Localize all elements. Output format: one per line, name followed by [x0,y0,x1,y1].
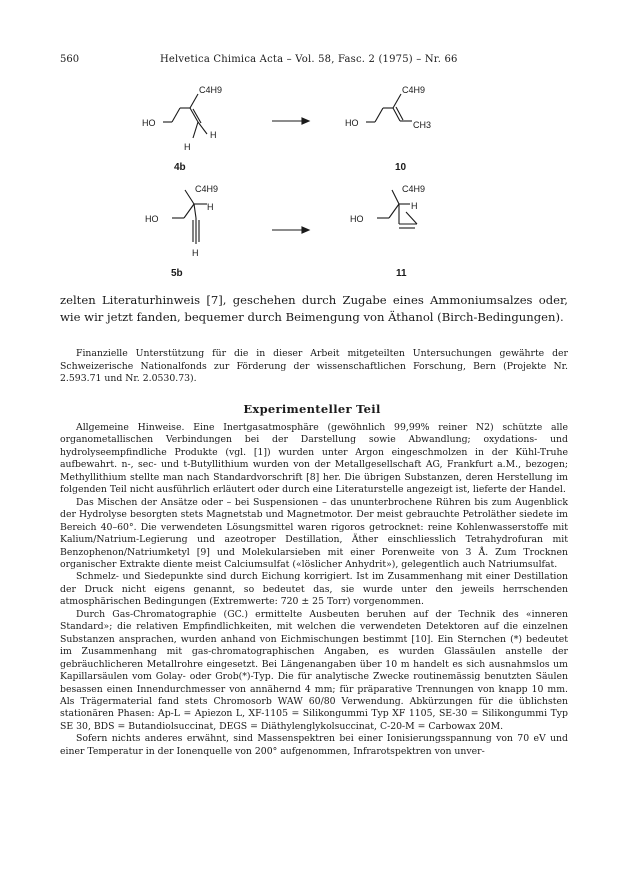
compound-label-5b: 5b [171,268,183,279]
compound-label-10: 10 [395,162,407,173]
ho-label: HO [345,118,359,128]
compound-label-4b: 4b [174,162,186,173]
h-label: H [411,201,418,211]
experimental-body [60,422,568,758]
c4h9-label: C4H9 [402,85,426,95]
reaction-scheme-svg [0,78,624,300]
structure-11 [350,184,425,228]
paragraph-mixing: Das Mischen der Ansätze oder – bei Suspensionen – das ununterbrochene Rühren bis zum Augenblick der Hydrolyse besorgten stets Magnetstab und Magnetmotor. Der meist gebrauchte Petroläther siedete im Bereich 40–60°. Die verwendeten Lösungsmittel waren rigoros getrocknet: reine Kohlenwasserstoffe mit Kalium/Natrium-Legierung und azeotroper Destillation, Äther einschliesslich Tetrahydrofuran mit Benzophenon/Natriumketyl [9] und Molekularsieben mit einer Porenweite von 3 Å. Zum Trocknen organischer Extrakte diente meist Calciumsulfat («löslicher Anhydrit»), gelegentlich auch Natriumsulfat. [60,496,568,570]
structure-10 [345,85,431,130]
acknowledgement: Finanzielle Unterstützung für die in dieser Arbeit mitgeteilten Untersuchungen gewährte der Schweizerische Nationalfonds zur Förderung der wissenschaftlichen Forschung, Bern (Projekte Nr. 2.593.71 und Nr. 2.0530.73). [60,348,568,385]
c4h9-label: C4H9 [199,85,223,95]
c4h9-label: C4H9 [195,184,219,194]
paragraph-gas-chromatography: Durch Gas-Chromatographie (GC.) ermittelte Ausbeuten beruhen auf der Technik des «inneren Standard»; die relativen Empfindlichkeiten, mit welchen die verwendeten Detektoren auf die einzelnen Substanzen ansprachen, wurden anhand von Eichmischungen bestimmt [10]. Ein Sternchen (*) bedeutet im Zusammenhang mit gas-chromatographischen Angaben, es wurden Glassäulen anstelle der gebräuchlicheren Metallrohre eingesetzt. Bei Längenangaben über 10 m handelt es sich ausnahmslos um Kapillarsäulen vom Golay- oder Grob(*)-Typ. Die für analytische Zwecke routinemässig benutzten Säulen besassen einen Innendurchmesser von annähernd 4 mm; für präparative Trennungen von knapp 10 mm. Als Trägermaterial fand stets Chromosorb WAW 60/80 Verwendung. Abkürzungen für die üblichsten stationären Phasen: Ap-L = Apiezon L, XF-1105 = Silikongummi Typ XF 1105, SE-30 = Silikongummi Typ SE 30, BDS = Butandiolsuccinat, DEGS = Diäthylenglykolsuccinat, C-20-M = Carbowax 20M. [60,608,568,732]
paragraph-melting-points: Schmelz- und Siedepunkte sind durch Eichung korrigiert. Ist im Zusammenhang mit einer Destillation der Druck nicht eigens genannt, so bedeutet das, sie wurde unter den jeweils herrschenden atmosphärischen Bedingungen (Extremwerte: 720 ± 25 Torr) vorgenommen. [60,571,568,608]
h-label: H [207,202,214,212]
ho-label: HO [145,214,159,224]
running-head: Helvetica Chimica Acta – Vol. 58, Fasc. 2 (1975) – Nr. 66 [160,54,458,65]
page-number: 560 [60,54,80,65]
h-label: H [184,142,191,152]
reaction-arrow [272,118,309,124]
compound-label-11: 11 [396,268,407,279]
paragraph-spectra: Sofern nichts anderes erwähnt, sind Massenspektren bei einer Ionisierungsspannung von 70 eV und einer Temperatur in der Ionenquelle von 200° aufgenommen, Infrarotspektren von unver- [60,733,568,757]
ch3-label: CH3 [413,120,432,130]
section-title: Experimenteller Teil [243,402,381,416]
main-paragraph: zelten Literaturhinweis [7], geschehen durch Zugabe eines Ammoniumsalzes oder, wie wir jetzt fanden, bequemer durch Beimengung von Äthanol (Birch-Bedingungen). [60,293,568,324]
ho-label: HO [350,214,364,224]
ho-label: HO [142,118,156,128]
structure-5b [145,184,218,258]
h-label: H [210,130,217,140]
page-header [60,54,570,68]
reaction-scheme [0,78,624,300]
c4h9-label: C4H9 [402,184,426,194]
h-label: H [192,248,199,258]
paragraph-general-remarks: Allgemeine Hinweise. Eine Inertgasatmosphäre (gewöhnlich 99,99% reiner N2) schützte alle organometallischen Verbindungen bei der Darstellung sowie Abwandlung; oxydations- und hydrolyseempfindliche Produkte (vgl. [1]) wurden unter Argon eingeschmolzen in der Kühl-Truhe aufbewahrt. n-, sec- und t-Butyllithium wurden von der Metallgesellschaft AG, Frankfurt a.M., bezogen; Methyllithium stellte man nach Standardvorschrift [8] her. Die übrigen Substanzen, deren Herstellung im folgenden Teil nicht ausführlich erläutert oder durch eine Literaturstelle angezeigt ist, lieferte der Handel. [60,422,568,496]
structure-4b [142,85,222,152]
reaction-arrow [272,227,309,233]
